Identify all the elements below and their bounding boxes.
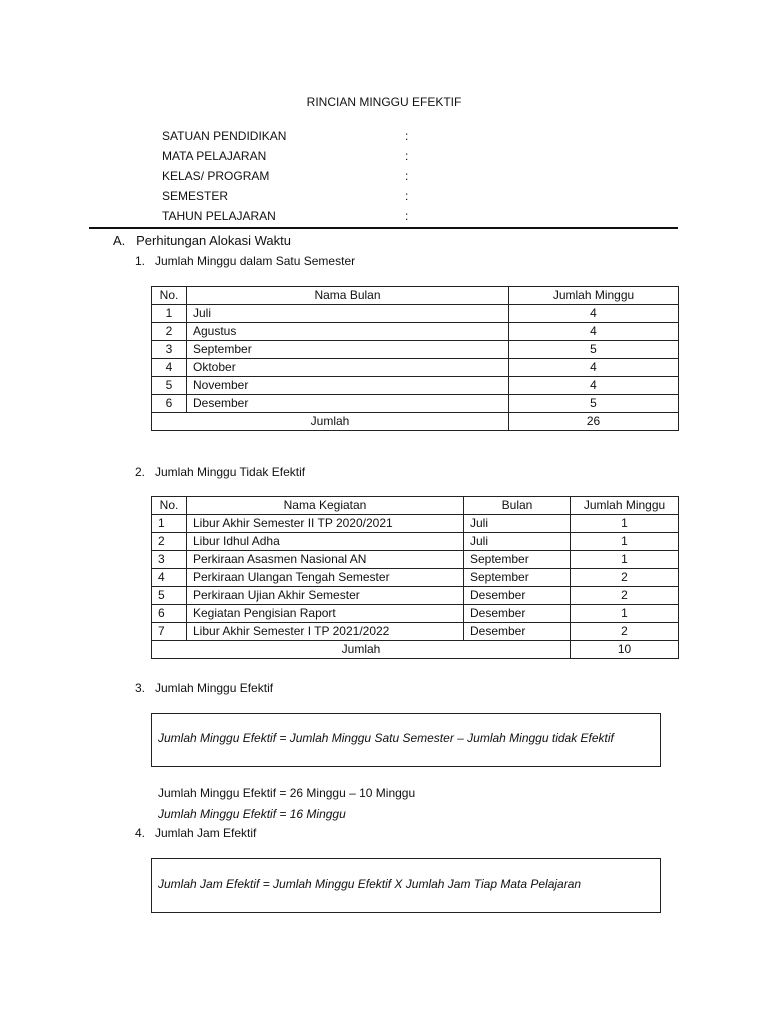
meta-colon: : [405,209,409,223]
cell-no: 1 [152,515,187,533]
cell-weeks: 1 [571,551,679,569]
column-header: Bulan [464,497,571,515]
cell-month: Desember [464,587,571,605]
formula-effective-weeks: Jumlah Minggu Efektif = Jumlah Minggu Satu Semester – Jumlah Minggu tidak Efektif [158,731,614,745]
cell-month: Agustus [187,323,509,341]
cell-month: September [187,341,509,359]
table-header-row [152,287,679,305]
table-row [152,605,679,623]
cell-weeks: 4 [509,305,679,323]
meta-label-tahun: TAHUN PELAJARAN [162,209,276,223]
cell-activity: Libur Idhul Adha [187,533,464,551]
column-header: No. [152,497,187,515]
cell-weeks: 1 [571,515,679,533]
cell-month: Juli [464,515,571,533]
cell-no: 4 [152,359,187,377]
cell-weeks: 2 [571,623,679,641]
cell-activity: Kegiatan Pengisian Raport [187,605,464,623]
cell-activity: Perkiraan Asasmen Nasional AN [187,551,464,569]
cell-no: 1 [152,305,187,323]
table-weeks-per-semester [151,286,679,431]
cell-weeks: 1 [571,533,679,551]
cell-activity: Perkiraan Ujian Akhir Semester [187,587,464,605]
cell-weeks: 1 [571,605,679,623]
cell-no: 2 [152,323,187,341]
cell-month: Desember [464,605,571,623]
cell-weeks: 4 [509,323,679,341]
cell-no: 4 [152,569,187,587]
meta-colon: : [405,129,409,143]
cell-month: November [187,377,509,395]
subheading-2: 2. Jumlah Minggu Tidak Efektif [135,465,306,479]
total-label: Jumlah [152,641,571,659]
column-header: Nama Kegiatan [187,497,464,515]
cell-no: 5 [152,587,187,605]
header-divider [89,227,678,229]
table-total-row [152,413,679,431]
total-value: 26 [509,413,679,431]
cell-month: Desember [187,395,509,413]
table-row [152,587,679,605]
column-header: No. [152,287,187,305]
table-row [152,377,679,395]
cell-activity: Libur Akhir Semester I TP 2021/2022 [187,623,464,641]
table-row [152,305,679,323]
cell-month: September [464,551,571,569]
cell-activity: Libur Akhir Semester II TP 2020/2021 [187,515,464,533]
subheading-1: 1. Jumlah Minggu dalam Satu Semester [135,254,356,268]
formula-effective-hours: Jumlah Jam Efektif = Jumlah Minggu Efektif X Jumlah Jam Tiap Mata Pelajaran [158,877,582,891]
calc-line-1: Jumlah Minggu Efektif = 26 Minggu – 10 Minggu [158,786,416,800]
cell-weeks: 4 [509,359,679,377]
meta-label-semester: SEMESTER [162,189,229,203]
table-row [152,623,679,641]
cell-no: 3 [152,341,187,359]
column-header: Nama Bulan [187,287,509,305]
subheading-3: 3. Jumlah Minggu Efektif [135,681,274,695]
cell-no: 5 [152,377,187,395]
page-title: RINCIAN MINGGU EFEKTIF [306,95,462,109]
meta-label-mapel: MATA PELAJARAN [162,149,267,163]
total-label: Jumlah [152,413,509,431]
cell-no: 6 [152,395,187,413]
total-value: 10 [571,641,679,659]
cell-weeks: 5 [509,341,679,359]
meta-colon: : [405,149,409,163]
cell-month: Juli [464,533,571,551]
meta-colon: : [405,189,409,203]
table-header-row [152,497,679,515]
cell-month: Juli [187,305,509,323]
table-row [152,323,679,341]
meta-label-satuan: SATUAN PENDIDIKAN [162,129,287,143]
cell-no: 6 [152,605,187,623]
meta-colon: : [405,169,409,183]
column-header: Jumlah Minggu [509,287,679,305]
cell-no: 2 [152,533,187,551]
table-row [152,359,679,377]
cell-no: 3 [152,551,187,569]
cell-weeks: 2 [571,569,679,587]
subheading-4: 4. Jumlah Jam Efektif [135,826,257,840]
table-total-row [152,641,679,659]
cell-month: Desember [464,623,571,641]
table-row [152,551,679,569]
column-header: Jumlah Minggu [571,497,679,515]
cell-weeks: 2 [571,587,679,605]
table-row [152,569,679,587]
table-row [152,395,679,413]
cell-no: 7 [152,623,187,641]
section-heading-a: A. Perhitungan Alokasi Waktu [113,233,292,248]
cell-month: September [464,569,571,587]
table-non-effective-weeks [151,496,679,659]
meta-label-kelas: KELAS/ PROGRAM [162,169,270,183]
cell-activity: Perkiraan Ulangan Tengah Semester [187,569,464,587]
table-row [152,515,679,533]
table-row [152,341,679,359]
table-row [152,533,679,551]
calc-line-2: Jumlah Minggu Efektif = 16 Minggu [158,807,346,821]
cell-weeks: 5 [509,395,679,413]
cell-month: Oktober [187,359,509,377]
cell-weeks: 4 [509,377,679,395]
